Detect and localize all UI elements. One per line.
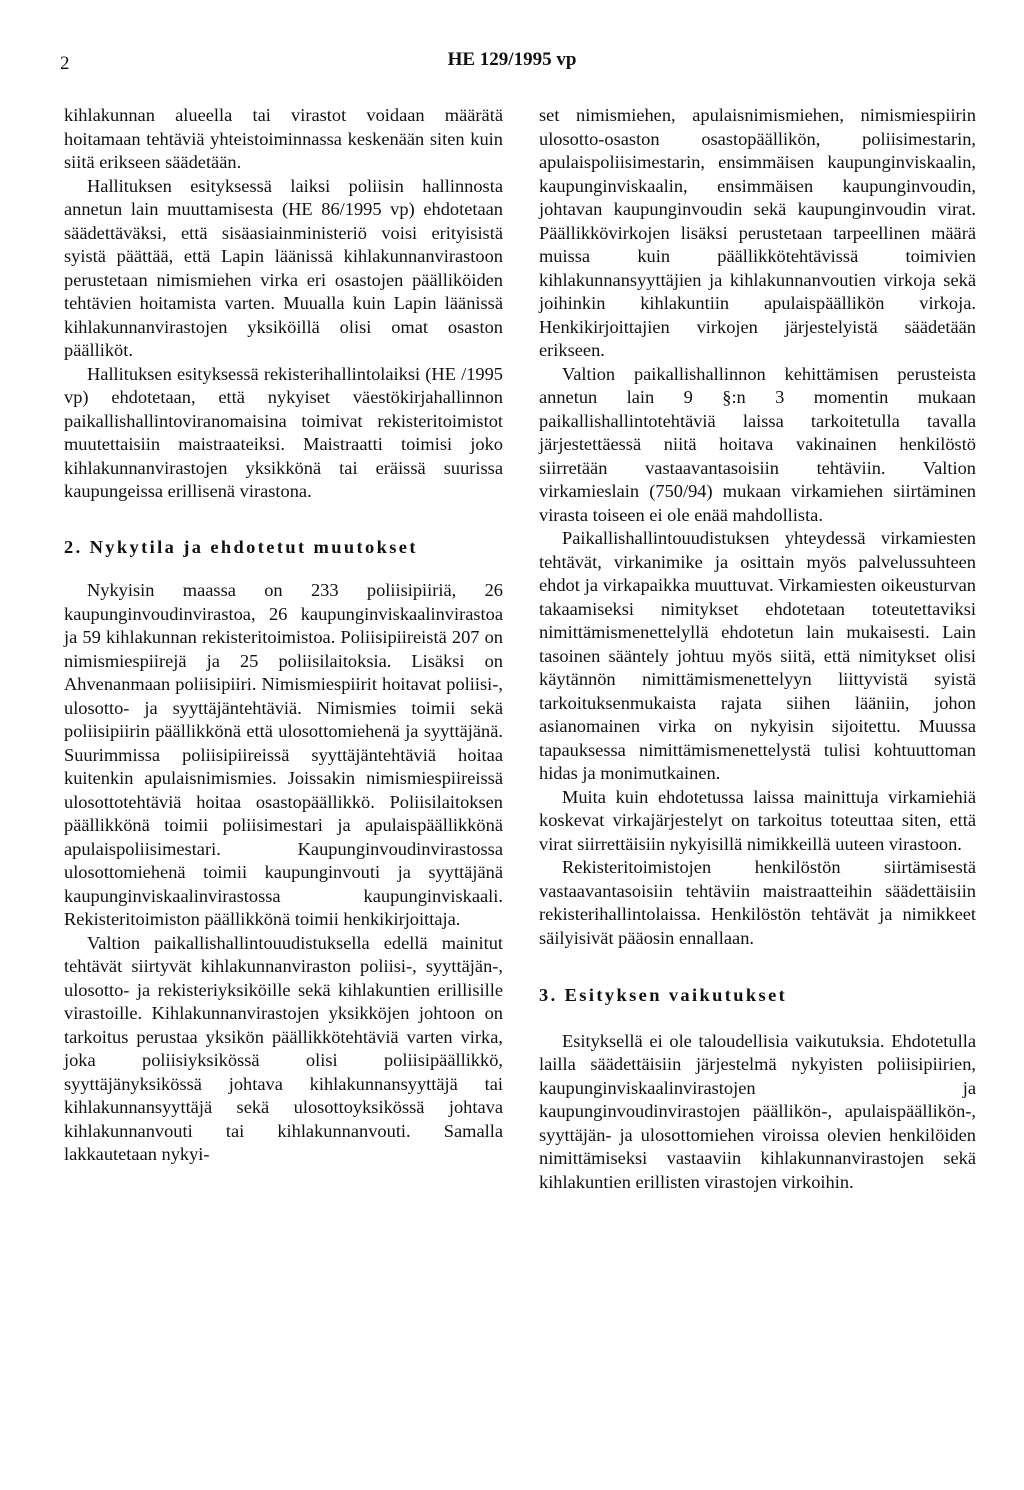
paragraph: Esityksellä ei ole taloudellisia vaikutuksia. Ehdotetulla lailla säädettäisiin järjestelmä nykyisten poliisipiirien, kaupunginviskaalinvirastojen ja kaupunginvoudinvirastojen päällikön-, apulaispäällikön-, syyttäjän- ja ulosottomiehen viroissa olevien henkilöiden nimittämiseksi vastaaviin kihlakunnanvirastojen sekä kihlakuntien erillisten virastojen virkoihin. bbox=[539, 1030, 976, 1192]
section-heading-3: 3. Esityksen vaikutukset bbox=[539, 985, 788, 1005]
section-heading-2: 2. Nykytila ja ehdotetut muutokset bbox=[64, 536, 418, 557]
paragraph: Valtion paikallishallinnon kehittämisen perusteista annetun lain 9 §:n 3 momentin mukaan paikallishallintotehtäviä laissa tarkoitetulla tavalla järjestettäessä niitä hoitava vakinainen henkilöstö siirretään vastaavantasoisiin tehtäviin. Valtion virkamieslain (750/94) mukaan virkamiehen siirtäminen virasta toiseen ei ole enää mahdollista. bbox=[539, 363, 976, 525]
paragraph: Hallituksen esityksessä laiksi poliisin hallinnosta annetun lain muuttamisesta (HE 86/1995 vp) ehdotetaan säädettäväksi, että sisäasiainministeriö voisi erityisistä syistä päättää, että Lapin läänissä kihlakunnanvirastoon perustetaan nimismiehen virka eri osastojen päälliköiden tehtävien hoitamista varten. Muualla kuin Lapin läänissä kihlakunnanvirastojen yksiköillä olisi omat osaston päälliköt. bbox=[64, 175, 503, 360]
running-title: HE 129/1995 vp bbox=[447, 49, 577, 70]
left-column bbox=[64, 104, 503, 1167]
paragraph: Muita kuin ehdotetussa laissa mainittuja virkamiehiä koskevat virkajärjestelyt on tarkoitus toteuttaa siten, että virat siirrettäisiin nykyisillä nimikkeillä uuteen virastoon. bbox=[539, 786, 976, 854]
page-number: 2 bbox=[60, 53, 70, 74]
paragraph: set nimismiehen, apulaisnimismiehen, nimismiespiirin ulosotto-osaston osastopäällikön, poliisimestarin, apulaispoliisimestarin, ensimmäisen kaupunginviskaalin, kaupunginviskaalin, ensimmäisen kaupunginvoudin, johtavan kaupunginvoudin sekä kaupunginvoudin virat. Päällikkövirkojen lisäksi perustetaan tarpeellinen määrä muissa kuin päällikkötehtävissä toimivien kihlakunnansyyttäjien ja kihlakunnanvoutien virkoja sekä joihinkin kihlakuntiin apulaispäällikön virkoja. Henkikirjoittajien virkojen järjestelyistä säädetään erikseen. bbox=[539, 105, 976, 360]
paragraph: Nykyisin maassa on 233 poliisipiiriä, 26 kaupunginvoudinvirastoa, 26 kaupunginviskaalinvirastoa ja 59 kihlakunnan rekisteritoimistoa. Poliisipiireistä 207 on nimismiespiirejä ja 25 poliisilaitoksia. Lisäksi on Ahvenanmaan poliisipiiri. Nimismiespiirit hoitavat poliisi-, ulosotto- ja syyttäjäntehtäviä. Nimismies toimii sekä poliisipiirin päällikkönä että ulosottomiehenä ja syyttäjänä. Suurimmissa poliisipiireissä syyttäjäntehtäviä hoitaa kuitenkin apulaisnimismies. Joissakin nimismiespiireissä ulosottotehtäviä hoitaa osastopäällikkö. Poliisilaitoksen päällikkönä toimii poliisimestari ja apulaispäällikkönä apulaispoliisimestari. Kaupunginvoudinvirastossa ulosottomiehenä toimii kaupunginvouti ja syyttäjänä kaupunginviskaalinvirastossa kaupunginviskaali. Rekisteritoimiston päällikkönä toimii henkikirjoittaja. bbox=[64, 580, 503, 929]
paragraph: Valtion paikallishallintouudistuksella edellä mainitut tehtävät siirtyvät kihlakunnanviraston poliisi-, syyttäjän-, ulosotto- ja rekisteriyksiköille sekä kihlakuntien erillisille virastoille. Kihlakunnanvirastojen yksikköjen johtoon on tarkoitus perustaa yksikön päällikkötehtäviä varten virka, joka poliisiyksikössä olisi poliisipäällikkö, syyttäjänyksikössä johtava kihlakunnansyyttäjä tai kihlakunnansyyttäjä sekä ulosottoyksikössä johtava kihlakunnanvouti tai kihlakunnanvouti. Samalla lakkautetaan nykyi- bbox=[64, 932, 503, 1164]
right-column bbox=[539, 104, 976, 1194]
paragraph: kihlakunnan alueella tai virastot voidaan määrätä hoitamaan tehtäviä yhteistoiminnassa keskenään siten kuin siitä erikseen säädetään. bbox=[64, 105, 503, 172]
paragraph: Rekisteritoimistojen henkilöstön siirtämisestä vastaavantasoisiin tehtäviin maistraatteihin säädettäisiin rekisterihallintolaissa. Henkilöstön tehtävät ja nimikkeet säilyisivät pääosin ennallaan. bbox=[539, 857, 976, 948]
paragraph: Hallituksen esityksessä rekisterihallintolaiksi (HE /1995 vp) ehdotetaan, että nykyiset väestökirjahallinnon paikallishallintoviranomaisina toimivat rekisteritoimistot muutettaisiin maistraateiksi. Maistraatti toimisi joko kihlakunnanvirastojen yksikkönä tai eräissä suurissa kaupungeissa erillisenä virastona. bbox=[64, 363, 503, 501]
paragraph: Paikallishallintouudistuksen yhteydessä virkamiesten tehtävät, virkanimike ja osittain myös palvelussuhteen ehdot ja virkapaikka muuttuvat. Virkamiesten oikeusturvan takaamiseksi nimitykset ehdotetaan toteutettaviksi nimittämismenettelyllä ehdotetun lain mukaisesti. Lain tasoinen sääntely johtuu myös siitä, että nimitykset olisi käytännön nimittämismenettelyyn liittyvistä syistä tarkoituksenmukaista rajata siihen lääniin, johon asianomainen virka on nykyisin sijoitettu. Muussa tapauksessa nimittämismenettelystä tulisi kohtuuttoman hidas ja monimutkainen. bbox=[539, 528, 976, 783]
